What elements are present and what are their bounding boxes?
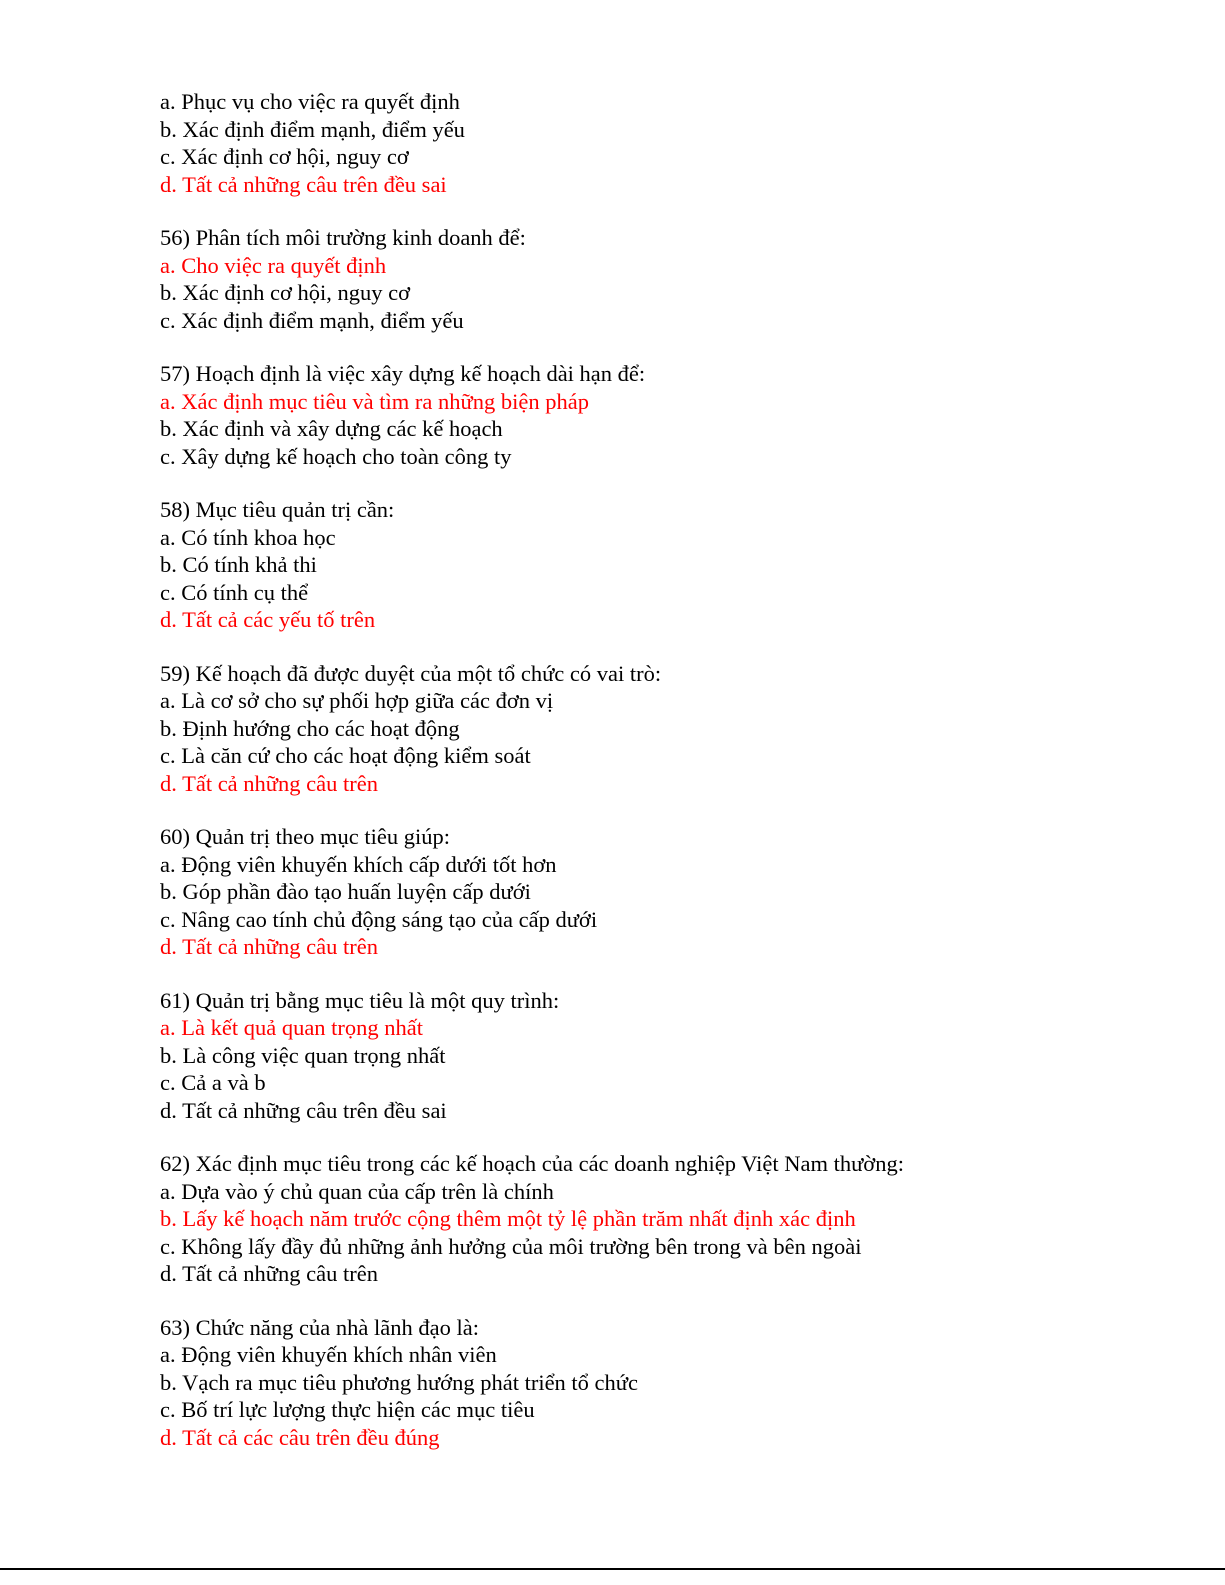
question-text: 57) Hoạch định là việc xây dựng kế hoạch dài hạn để: (160, 361, 646, 386)
question-block (160, 360, 1160, 470)
question-text: 63) Chức năng của nhà lãnh đạo là: (160, 1314, 479, 1340)
answer-option: b. Là công việc quan trọng nhất (160, 1042, 446, 1068)
answer-option: a. Động viên khuyến khích cấp dưới tốt hơn (160, 851, 557, 877)
question-text: 56) Phân tích môi trường kinh doanh để: (160, 225, 526, 250)
question-block-continued (160, 88, 1160, 198)
answer-option: a. Phục vụ cho việc ra quyết định (160, 89, 460, 114)
answer-option: b. Xác định điểm mạnh, điểm yếu (160, 116, 465, 142)
answer-option: c. Bố trí lực lượng thực hiện các mục tiêu (160, 1397, 535, 1422)
question-text: 58) Mục tiêu quản trị cần: (160, 497, 395, 522)
question-block (160, 1150, 1160, 1288)
answer-option: b. Có tính khả thi (160, 552, 317, 577)
answer-option: c. Nâng cao tính chủ động sáng tạo của cấp dưới (160, 906, 598, 932)
answer-option: a. Động viên khuyến khích nhân viên (160, 1342, 497, 1367)
question-block (160, 660, 1160, 798)
answer-option: d. Tất cả những câu trên (160, 1261, 378, 1286)
question-block (160, 496, 1160, 634)
correct-answer-option: a. Xác định mục tiêu và tìm ra những biện pháp (160, 388, 589, 414)
answer-option: d. Tất cả những câu trên đều sai (160, 1097, 447, 1123)
answer-option: c. Xác định điểm mạnh, điểm yếu (160, 307, 464, 333)
answer-option: c. Là căn cứ cho các hoạt động kiểm soát (160, 743, 531, 768)
answer-option: c. Xác định cơ hội, nguy cơ (160, 144, 409, 169)
answer-option: a. Có tính khoa học (160, 524, 336, 550)
correct-answer-option: d. Tất cả những câu trên (160, 934, 378, 959)
question-text: 61) Quản trị bằng mục tiêu là một quy trình: (160, 987, 560, 1013)
correct-answer-option: d. Tất cả những câu trên (160, 770, 378, 796)
question-block (160, 823, 1160, 961)
correct-answer-option: d. Tất cả các yếu tố trên (160, 607, 376, 632)
answer-option: b. Xác định và xây dựng các kế hoạch (160, 416, 503, 441)
question-text: 59) Kế hoạch đã được duyệt của một tổ chức có vai trò: (160, 660, 662, 686)
correct-answer-option: b. Lấy kế hoạch năm trước cộng thêm một tỷ lệ phần trăm nhất định xác định (160, 1206, 856, 1231)
page-bottom-rule (0, 1568, 1225, 1570)
answer-option: b. Xác định cơ hội, nguy cơ (160, 280, 410, 305)
question-block (160, 224, 1160, 334)
document-body (160, 88, 1160, 1477)
correct-answer-option: a. Cho việc ra quyết định (160, 252, 387, 278)
question-text: 60) Quản trị theo mục tiêu giúp: (160, 824, 450, 849)
answer-option: b. Vạch ra mục tiêu phương hướng phát triển tổ chức (160, 1369, 638, 1395)
correct-answer-option: a. Là kết quả quan trọng nhất (160, 1015, 424, 1040)
answer-option: a. Là cơ sở cho sự phối hợp giữa các đơn vị (160, 688, 554, 713)
answer-option: c. Có tính cụ thể (160, 579, 309, 605)
correct-answer-option: d. Tất cả những câu trên đều sai (160, 171, 447, 197)
answer-option: b. Góp phần đào tạo huấn luyện cấp dưới (160, 879, 531, 904)
correct-answer-option: d. Tất cả các câu trên đều đúng (160, 1424, 440, 1450)
answer-option: a. Dựa vào ý chủ quan của cấp trên là chính (160, 1178, 554, 1204)
question-block (160, 987, 1160, 1125)
answer-option: c. Không lấy đầy đủ những ảnh hưởng của môi trường bên trong và bên ngoài (160, 1233, 862, 1259)
question-block (160, 1314, 1160, 1452)
question-text: 62) Xác định mục tiêu trong các kế hoạch của các doanh nghiệp Việt Nam thường: (160, 1151, 904, 1176)
answer-option: c. Cả a và b (160, 1070, 266, 1095)
answer-option: b. Định hướng cho các hoạt động (160, 715, 460, 741)
answer-option: c. Xây dựng kế hoạch cho toàn công ty (160, 443, 512, 469)
